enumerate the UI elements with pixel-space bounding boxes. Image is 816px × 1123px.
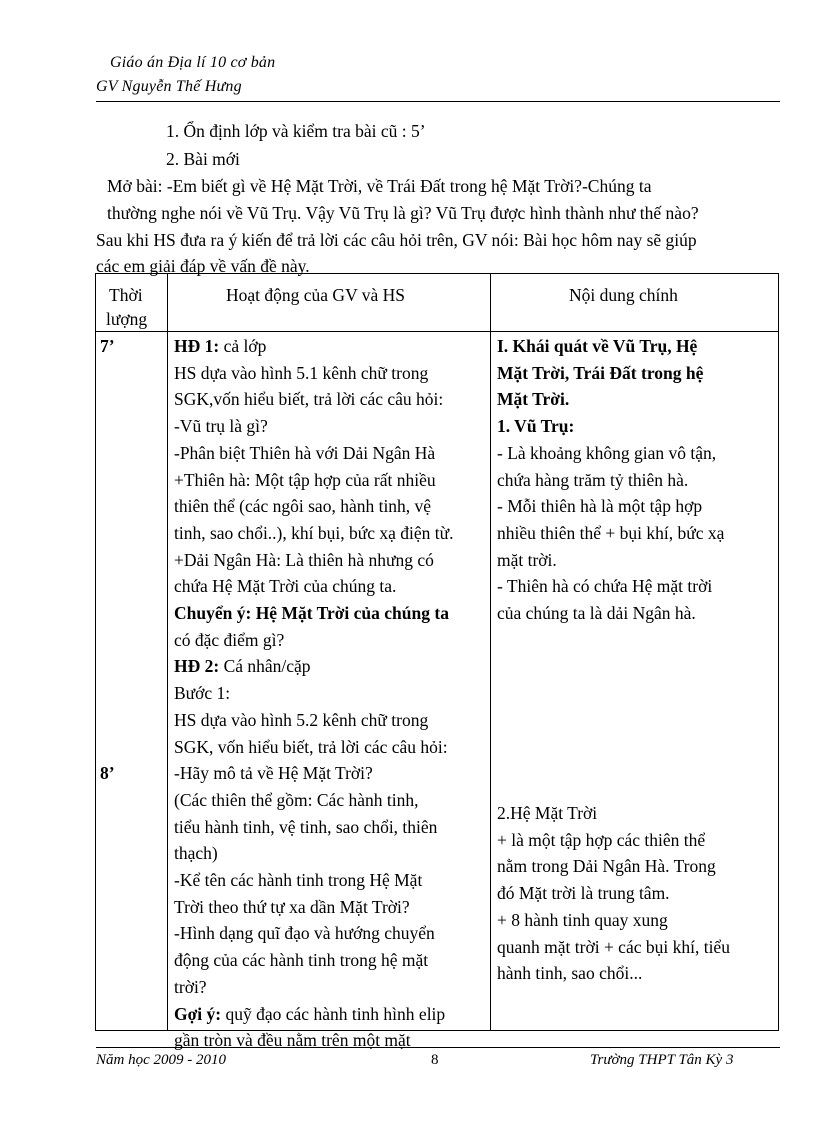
- activity-line: -Hình dạng quĩ đạo và hướng chuyển: [174, 923, 435, 944]
- content-line: Mặt Trời.: [497, 389, 570, 410]
- footer-rule: [96, 1047, 780, 1048]
- mo-bai-line-4: các em giải đáp về vấn đề này.: [96, 256, 310, 276]
- content-line: + là một tập hợp các thiên thể: [497, 829, 706, 850]
- content-line: nhiều thiên thể + bụi khí, bức xạ: [497, 522, 725, 543]
- content-line: nằm trong Dải Ngân Hà. Trong: [497, 856, 716, 877]
- mo-bai-line-2: thường nghe nói về Vũ Trụ. Vậy Vũ Trụ là gì? Vũ Trụ được hình thành như thế nào?: [107, 203, 699, 223]
- content-line: Mặt Trời, Trái Đất trong hệ: [497, 362, 704, 383]
- activity-line: Bước 1:: [174, 683, 231, 704]
- content-line: - Là khoảng không gian vô tận,: [497, 442, 717, 463]
- header-content: Nội dung chính: [569, 285, 678, 305]
- content-line: - Thiên hà có chứa Hệ mặt trời: [497, 576, 713, 597]
- activity-line: tinh, sao chổi..), khí bụi, bức xạ điện từ.: [174, 522, 454, 543]
- activity-line-rest: quỹ đạo các hành tinh hình elip: [221, 1003, 446, 1024]
- activity-line: [174, 602, 449, 624]
- mo-bai-text-1: -Em biết gì về Hệ Mặt Trời, về Trái Đất trong hệ Mặt Trời?-Chúng ta: [162, 176, 652, 196]
- activity-line: thiên thể (các ngôi sao, hành tinh, vệ: [174, 496, 432, 517]
- time-cell-2: 8’: [100, 763, 115, 783]
- activity-line: +Thiên hà: Một tập hợp của rất nhiều: [174, 469, 436, 490]
- activity-line-bold: Chuyển ý:: [174, 603, 252, 623]
- activity-line: SGK,vốn hiểu biết, trả lời các câu hỏi:: [174, 389, 444, 410]
- content-line: quanh mặt trời + các bụi khí, tiểu: [497, 936, 730, 957]
- content-line: đó Mặt trời là trung tâm.: [497, 883, 670, 904]
- content-line: chứa hàng trăm tỷ thiên hà.: [497, 469, 689, 490]
- mo-bai-line-1: [107, 176, 651, 197]
- activity-line: -Hãy mô tả về Hệ Mặt Trời?: [174, 763, 373, 784]
- activity-line: -Phân biệt Thiên hà với Dải Ngân Hà: [174, 442, 436, 463]
- activity-line: thạch): [174, 843, 218, 864]
- header-time-2: lượng: [106, 309, 148, 329]
- activity-line-bold: HĐ 2:: [174, 656, 220, 677]
- activity-line: [174, 655, 311, 677]
- activity-line-bold: Gợi ý:: [174, 1003, 222, 1024]
- footer-school-year: Năm học 2009 - 2010: [96, 1052, 226, 1068]
- header-row-divider: [96, 331, 778, 332]
- activity-line: tiểu hành tinh, vệ tinh, sao chổi, thiên: [174, 816, 438, 837]
- content-line: của chúng ta là dải Ngân hà.: [497, 603, 696, 623]
- doc-header-subject: Giáo án Địa lí 10 cơ bản: [110, 54, 276, 71]
- col-divider-1: [167, 274, 168, 1030]
- footer-page-number: 8: [431, 1052, 439, 1068]
- activity-line: động của các hành tinh trong hệ mặt: [174, 950, 429, 971]
- activity-line: +Dải Ngân Hà: Là thiên hà nhưng có: [174, 549, 434, 570]
- activity-line: SGK, vốn hiểu biết, trả lời các câu hỏi:: [174, 736, 448, 757]
- activity-line: HS dựa vào hình 5.1 kênh chữ trong: [174, 362, 429, 383]
- content-line: hành tinh, sao chổi...: [497, 963, 643, 984]
- activity-line: chứa Hệ Mặt Trời của chúng ta.: [174, 576, 397, 597]
- activity-line: (Các thiên thể gồm: Các hành tinh,: [174, 789, 419, 810]
- col-divider-2: [490, 274, 491, 1030]
- content-line: + 8 hành tinh quay xung: [497, 909, 668, 930]
- activity-line: HS dựa vào hình 5.2 kênh chữ trong: [174, 709, 429, 730]
- header-time-1: Thời: [109, 285, 143, 305]
- activity-line-rest: Cá nhân/cặp: [219, 656, 311, 677]
- activity-line: [174, 335, 266, 357]
- doc-header-teacher: GV Nguyễn Thế Hưng: [96, 78, 242, 95]
- activity-line: gần tròn và đều nằm trên một mặt: [174, 1030, 411, 1051]
- content-line: mặt trời.: [497, 549, 557, 570]
- activity-line-rest: cả lớp: [219, 336, 267, 356]
- activity-line: trời?: [174, 976, 207, 997]
- content-line: - Mỗi thiên hà là một tập hợp: [497, 496, 703, 517]
- activity-line-bold: HĐ 1:: [174, 336, 220, 356]
- lesson-table: [95, 273, 779, 1051]
- header-rule: [96, 101, 780, 102]
- section-item-2: 2. Bài mới: [166, 149, 240, 169]
- activity-line-rest: Hệ Mặt Trời của chúng ta: [251, 603, 449, 623]
- activity-line: có đặc điểm gì?: [174, 629, 285, 650]
- content-line: 1. Vũ Trụ:: [497, 416, 575, 437]
- activity-line: [174, 1003, 445, 1025]
- content-line: 2.Hệ Mặt Trời: [497, 803, 598, 823]
- time-cell-1: 7’: [100, 336, 115, 356]
- activity-line: -Kể tên các hành tinh trong Hệ Mặt: [174, 870, 423, 890]
- mo-bai-label: Mở bài:: [107, 176, 163, 196]
- mo-bai-line-3: Sau khi HS đưa ra ý kiến để trả lời các câu hỏi trên, GV nói: Bài học hôm nay sẽ giúp: [96, 230, 697, 250]
- footer-school: Trường THPT Tân Kỳ 3: [590, 1052, 734, 1068]
- section-item-1: 1. Ổn định lớp và kiểm tra bài cũ : 5’: [166, 121, 426, 141]
- activity-line: Trời theo thứ tự xa dần Mặt Trời?: [174, 896, 410, 917]
- activity-line: -Vũ trụ là gì?: [174, 416, 268, 437]
- content-line: I. Khái quát về Vũ Trụ, Hệ: [497, 336, 698, 356]
- header-activity: Hoạt động của GV và HS: [226, 285, 406, 305]
